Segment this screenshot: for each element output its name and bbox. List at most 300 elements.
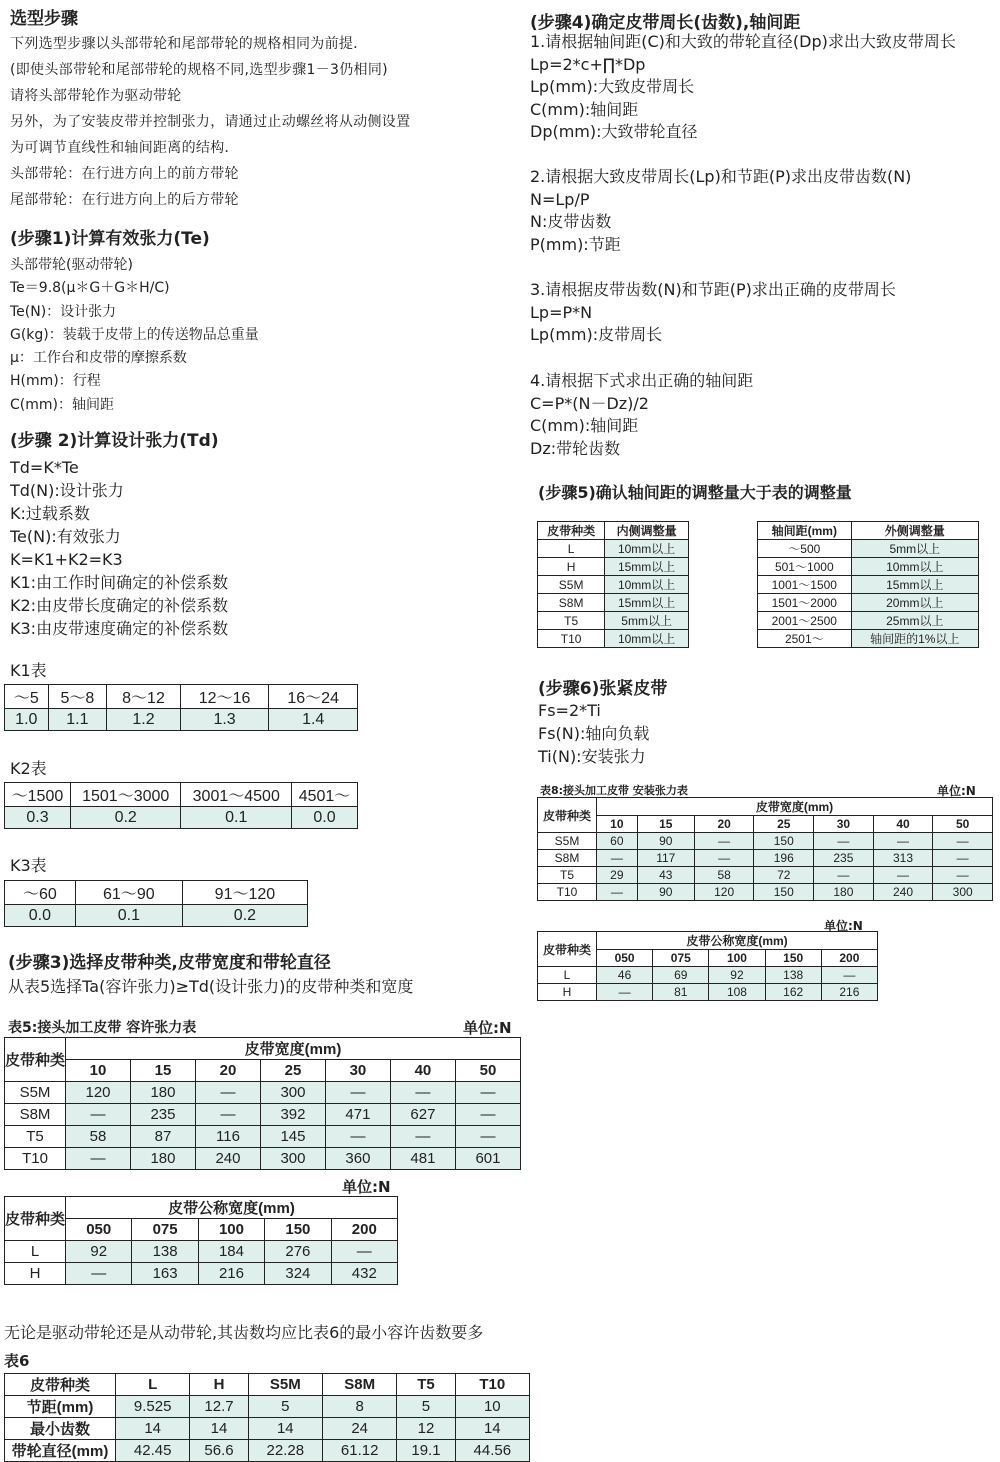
table-cell: ～60 <box>5 881 76 905</box>
table-cell: 56.6 <box>190 1440 248 1462</box>
table-cell: 10 <box>66 1060 131 1082</box>
table-cell: 392 <box>260 1104 325 1126</box>
table-cell: 184 <box>198 1241 264 1263</box>
table-cell: T10 <box>538 884 597 901</box>
table-row <box>538 594 689 612</box>
table-cell: — <box>933 867 993 884</box>
step2-text <box>10 456 228 640</box>
table-cell: 14 <box>248 1418 322 1440</box>
table-cell: 轴间距的1%以上 <box>851 630 978 648</box>
table-cell: S8M <box>538 850 597 867</box>
adjust-inner-table <box>537 521 689 648</box>
table-cell: S8M <box>538 594 605 612</box>
text-line: Dz:带轮齿数 <box>530 438 621 458</box>
table-cell: ～1500 <box>5 783 71 807</box>
table-cell: 25 <box>260 1060 325 1082</box>
table-cell: — <box>821 967 877 984</box>
table-cell: 1.4 <box>269 709 358 731</box>
table-row <box>5 1148 521 1170</box>
table-cell: 150 <box>754 884 814 901</box>
table-cell: — <box>597 884 638 901</box>
table-cell: 带轮直径(mm) <box>5 1440 116 1462</box>
text-line: K:过载系数 <box>10 504 90 523</box>
table5b-unit: 单位:N <box>342 1178 391 1196</box>
table-cell: 46 <box>597 967 653 984</box>
table-cell: — <box>597 850 638 867</box>
table-cell: 91～120 <box>182 881 307 905</box>
table-row <box>538 867 993 884</box>
table-cell: 5mm以上 <box>605 612 689 630</box>
table-row <box>758 612 979 630</box>
table-row <box>5 905 308 927</box>
table-cell: 92 <box>709 967 765 984</box>
table-row <box>538 540 689 558</box>
table-cell: ～5 <box>5 685 49 709</box>
k1-table <box>4 684 358 731</box>
text-line: Lp=P*N <box>530 302 593 322</box>
text-line: Td=K*Te <box>10 458 79 477</box>
table-cell: — <box>694 850 754 867</box>
table-cell: 92 <box>66 1241 132 1263</box>
text-line: μ：工作台和皮带的摩擦系数 <box>10 350 187 367</box>
table-cell: 15mm以上 <box>851 576 978 594</box>
table-cell: 40 <box>873 816 933 833</box>
table-cell: 432 <box>331 1263 397 1285</box>
table-cell: — <box>873 867 933 884</box>
table-cell: 180 <box>131 1082 196 1104</box>
table-header-row <box>5 1038 521 1060</box>
table-cell: 12 <box>397 1418 455 1440</box>
table-cell: T10 <box>5 1148 66 1170</box>
table-cell: 360 <box>325 1148 390 1170</box>
text-line: K2:由皮带长度确定的补偿系数 <box>10 596 229 615</box>
table-cell: — <box>455 1104 520 1126</box>
table-cell: 皮带公称宽度(mm) <box>597 932 878 950</box>
table-cell: 90 <box>637 833 694 850</box>
table-cell: — <box>814 867 874 884</box>
table-cell: 0.1 <box>75 905 182 927</box>
table-cell: 90 <box>637 884 694 901</box>
k1-label: K1表 <box>10 661 47 680</box>
table-cell: 节距(mm) <box>5 1396 116 1418</box>
intro-text <box>10 31 410 213</box>
table-row <box>758 540 979 558</box>
table-cell: 10 <box>455 1396 529 1418</box>
table-row <box>5 1263 398 1285</box>
table-cell: — <box>390 1126 455 1148</box>
table-cell: 324 <box>265 1263 331 1285</box>
table-cell: 14 <box>190 1418 248 1440</box>
table-cell: — <box>195 1104 260 1126</box>
table-cell: 25mm以上 <box>851 612 978 630</box>
table-cell: 0.2 <box>182 905 307 927</box>
table-row <box>758 630 979 648</box>
table-cell: 内侧调整量 <box>605 522 689 540</box>
table-cell: 42.45 <box>116 1440 190 1462</box>
step4-title: (步骤4)确定皮带周长(齿数),轴间距 <box>530 13 801 33</box>
table-cell: T5 <box>538 867 597 884</box>
table-cell: 14 <box>116 1418 190 1440</box>
table-cell: T10 <box>538 630 605 648</box>
table-cell: 162 <box>765 984 821 1001</box>
table-cell: 72 <box>754 867 814 884</box>
table-cell: 300 <box>260 1082 325 1104</box>
adjust-outer-table <box>757 521 979 648</box>
table-cell: — <box>325 1126 390 1148</box>
text-line: N:皮带齿数 <box>530 212 612 231</box>
table-cell: S5M <box>5 1082 66 1104</box>
table-cell: 皮带种类 <box>538 522 605 540</box>
text-line: 为可调节直线性和轴间距离的结构． <box>10 140 239 156</box>
table-cell: 117 <box>637 850 694 867</box>
table5-unit: 单位:N <box>463 1019 512 1037</box>
note-text: 无论是驱动带轮还是从动带轮,其齿数均应比表6的最小容许齿数要多 <box>4 1323 484 1342</box>
table-row <box>538 576 689 594</box>
table-cell: 5mm以上 <box>851 540 978 558</box>
text-line: 3.请根据皮带齿数(N)和节距(P)求出正确的皮带周长 <box>530 280 896 299</box>
text-line: (即使头部带轮和尾部带轮的规格不同,选型步骤1－3仍相同) <box>10 62 388 78</box>
table-cell: 15 <box>131 1060 196 1082</box>
table-cell: 皮带种类 <box>538 932 597 967</box>
table-cell: 0.0 <box>292 807 358 829</box>
text-line: 头部带轮：在行进方向上的前方带轮 <box>10 166 239 182</box>
text-line: C(mm)：轴间距 <box>10 396 114 413</box>
table-cell: 0.3 <box>5 807 71 829</box>
table-cell: 481 <box>390 1148 455 1170</box>
table-cell: 145 <box>260 1126 325 1148</box>
table-cell: 1.2 <box>107 709 181 731</box>
table-cell: — <box>390 1082 455 1104</box>
table-cell: 44.56 <box>455 1440 529 1462</box>
table-cell: 116 <box>195 1126 260 1148</box>
table-cell: 12～16 <box>180 685 269 709</box>
table-cell: 10mm以上 <box>605 630 689 648</box>
k2-label: K2表 <box>10 759 47 778</box>
text-line: C=P*(N－Dz)/2 <box>530 393 649 413</box>
table-cell: L <box>538 540 605 558</box>
table-header-row <box>5 1060 521 1082</box>
table8-title: 表8:接头加工皮带 安装张力表 <box>540 784 688 797</box>
table6-label: 表6 <box>4 1352 30 1370</box>
table-cell: 2001～2500 <box>758 612 852 630</box>
text-line: Lp(mm):大致皮带周长 <box>530 77 695 96</box>
table-cell: — <box>455 1082 520 1104</box>
table-cell: — <box>195 1082 260 1104</box>
table-cell: 58 <box>66 1126 131 1148</box>
table-cell: 120 <box>694 884 754 901</box>
table-row <box>538 884 993 901</box>
table-row <box>538 984 878 1001</box>
table-cell: 8～12 <box>107 685 181 709</box>
page-title: 选型步骤 <box>10 9 78 29</box>
table-cell: 皮带种类 <box>5 1197 66 1241</box>
table-cell: H <box>190 1374 248 1396</box>
k3-table <box>4 880 308 927</box>
table-cell: 16～24 <box>269 685 358 709</box>
text-line: K1:由工作时间确定的补偿系数 <box>10 573 229 592</box>
table-cell: 皮带种类 <box>5 1038 66 1082</box>
text-line: 头部带轮(驱动带轮) <box>10 257 133 273</box>
text-line: 尾部带轮：在行进方向上的后方带轮 <box>10 192 239 208</box>
table-cell: 200 <box>821 950 877 967</box>
table-cell: 19.1 <box>397 1440 455 1462</box>
text-line: Te＝9.8(μ＊G＋G＊H/C) <box>10 280 170 297</box>
table-cell: 最小齿数 <box>5 1418 116 1440</box>
table-cell: S8M <box>5 1104 66 1126</box>
table-cell: S8M <box>322 1374 396 1396</box>
table-cell: — <box>66 1104 131 1126</box>
table-cell: 30 <box>814 816 874 833</box>
step5-title: (步骤5)确认轴间距的调整量大于表的调整量 <box>538 483 852 502</box>
table-cell: 20 <box>195 1060 260 1082</box>
table-cell: — <box>933 833 993 850</box>
table-cell: 87 <box>131 1126 196 1148</box>
table-cell: — <box>933 850 993 867</box>
table-cell: 69 <box>653 967 709 984</box>
table-cell: 50 <box>933 816 993 833</box>
step4-b <box>530 166 911 256</box>
table-row <box>538 612 689 630</box>
table-cell: ～500 <box>758 540 852 558</box>
table-cell: 43 <box>637 867 694 884</box>
table-cell: 10mm以上 <box>605 540 689 558</box>
table-cell: 15mm以上 <box>605 594 689 612</box>
table-cell: 150 <box>765 950 821 967</box>
table-cell: 0.0 <box>5 905 76 927</box>
table-cell: 1501～2000 <box>758 594 852 612</box>
table-row <box>758 594 979 612</box>
table-cell: 627 <box>390 1104 455 1126</box>
table-cell: 10mm以上 <box>851 558 978 576</box>
table-cell: — <box>455 1126 520 1148</box>
text-line: K3:由皮带速度确定的补偿系数 <box>10 619 229 638</box>
table-cell: 12.7 <box>190 1396 248 1418</box>
table-cell: H <box>538 984 597 1001</box>
table-header-row <box>5 1197 398 1219</box>
table-cell: 150 <box>265 1219 331 1241</box>
text-line: C(mm):轴间距 <box>530 416 639 435</box>
table-cell: 1.3 <box>180 709 269 731</box>
table-cell: H <box>5 1263 66 1285</box>
table-cell: 216 <box>821 984 877 1001</box>
text-line: 另外，为了安装皮带并控制张力，请通过止动螺丝将从动侧设置 <box>10 114 411 130</box>
text-line: Dp(mm):大致带轮直径 <box>530 122 698 141</box>
table-cell: 24 <box>322 1418 396 1440</box>
table-cell: 61～90 <box>75 881 182 905</box>
table-cell: 138 <box>765 967 821 984</box>
table-cell: 240 <box>195 1148 260 1170</box>
text-line: Te(N):有效张力 <box>10 527 121 546</box>
table-cell: 8 <box>322 1396 396 1418</box>
text-line: H(mm)：行程 <box>10 373 101 390</box>
step4-d <box>530 370 753 460</box>
table-cell: T5 <box>397 1374 455 1396</box>
table-cell: 050 <box>597 950 653 967</box>
table-row <box>538 833 993 850</box>
table8b-unit: 单位:N <box>824 919 863 933</box>
table-header-row <box>5 881 308 905</box>
text-line: 下列选型步骤以头部带轮和尾部带轮的规格相同为前提． <box>10 36 368 52</box>
table-cell: 25 <box>754 816 814 833</box>
step1-text <box>10 254 259 417</box>
table-cell: 10 <box>597 816 638 833</box>
table8b <box>537 931 878 1001</box>
table-row <box>5 1082 521 1104</box>
table-cell: L <box>5 1241 66 1263</box>
table5b <box>4 1196 398 1285</box>
table-header-row <box>758 522 979 540</box>
table-cell: 5～8 <box>48 685 107 709</box>
table-cell: — <box>325 1082 390 1104</box>
step3-title: (步骤3)选择皮带种类,皮带宽度和带轮直径 <box>8 953 331 973</box>
table-cell: 81 <box>653 984 709 1001</box>
table-cell: 471 <box>325 1104 390 1126</box>
text-line: C(mm):轴间距 <box>530 99 639 119</box>
table-cell: 150 <box>754 833 814 850</box>
table-cell: 180 <box>131 1148 196 1170</box>
table-cell: 10mm以上 <box>605 576 689 594</box>
table-row <box>5 1440 530 1462</box>
table-cell: 216 <box>198 1263 264 1285</box>
table-cell: 50 <box>455 1060 520 1082</box>
table-cell: 1.0 <box>5 709 49 731</box>
text-line: Fs=2*Ti <box>538 701 601 720</box>
table-cell: 100 <box>709 950 765 967</box>
table-cell: 180 <box>814 884 874 901</box>
text-line: Te(N)：设计张力 <box>10 303 117 320</box>
table-cell: 601 <box>455 1148 520 1170</box>
text-line: 请将头部带轮作为驱动带轮 <box>10 88 182 104</box>
table-row <box>5 1396 530 1418</box>
table-cell: S5M <box>248 1374 322 1396</box>
table-cell: 0.2 <box>70 807 181 829</box>
table-row <box>5 1104 521 1126</box>
step2-title: (步骤 2)计算设计张力(Td) <box>10 431 219 451</box>
table-cell: 2501～ <box>758 630 852 648</box>
table-cell: 108 <box>709 984 765 1001</box>
table-cell: T5 <box>538 612 605 630</box>
table-cell: S5M <box>538 576 605 594</box>
table-cell: 30 <box>325 1060 390 1082</box>
step4-c <box>530 279 896 347</box>
table-cell: 皮带种类 <box>538 798 597 833</box>
table-cell: 196 <box>754 850 814 867</box>
table-cell: 22.28 <box>248 1440 322 1462</box>
table-cell: 240 <box>873 884 933 901</box>
text-line: P(mm):节距 <box>530 234 621 254</box>
table-row <box>5 807 358 829</box>
text-line: G(kg)：装载于皮带上的传送物品总重量 <box>10 326 259 343</box>
text-line: Lp(mm):皮带周长 <box>530 325 663 344</box>
text-line: Td(N):设计张力 <box>10 481 124 500</box>
table-cell: 3001～4500 <box>181 783 292 807</box>
step6-text <box>538 699 649 768</box>
text-line: N=Lp/P <box>530 189 590 209</box>
table8-unit: 单位:N <box>937 784 976 798</box>
table-cell: — <box>814 833 874 850</box>
table-cell: 轴间距(mm) <box>758 522 852 540</box>
step6-title: (步骤6)张紧皮带 <box>538 679 668 699</box>
table-cell: 9.525 <box>116 1396 190 1418</box>
text-line: Lp=2*c+∏*Dp <box>530 54 646 74</box>
table-cell: 300 <box>933 884 993 901</box>
table-cell: 40 <box>390 1060 455 1082</box>
table-cell: 501～1000 <box>758 558 852 576</box>
table-cell: L <box>116 1374 190 1396</box>
table6 <box>4 1373 530 1462</box>
table-header-row <box>538 932 878 950</box>
table-cell: 276 <box>265 1241 331 1263</box>
table-cell: 4501～ <box>292 783 358 807</box>
table-cell: 皮带种类 <box>5 1374 116 1396</box>
table-cell: — <box>873 833 933 850</box>
step1-title: (步骤1)计算有效张力(Te) <box>10 229 210 249</box>
table-cell: 20 <box>694 816 754 833</box>
table-cell: 050 <box>66 1219 132 1241</box>
table-cell: 120 <box>66 1082 131 1104</box>
table-cell: 外侧调整量 <box>851 522 978 540</box>
table-header-row <box>5 1374 530 1396</box>
table-header-row <box>5 685 358 709</box>
table-cell: 15 <box>637 816 694 833</box>
table-row <box>538 967 878 984</box>
table-cell: — <box>597 984 653 1001</box>
table-cell: 29 <box>597 867 638 884</box>
table-cell: 皮带宽度(mm) <box>597 798 993 816</box>
text-line: Fs(N):轴向负载 <box>538 724 650 743</box>
table-cell: — <box>66 1263 132 1285</box>
table-row <box>758 576 979 594</box>
table-row <box>538 630 689 648</box>
k2-table <box>4 782 358 829</box>
text-line: 1.请根据轴间距(C)和大致的带轮直径(Dp)求出大致皮带周长 <box>530 32 956 51</box>
table-row <box>5 1126 521 1148</box>
table-cell: 138 <box>132 1241 198 1263</box>
table-row <box>538 558 689 576</box>
table-cell: 075 <box>653 950 709 967</box>
table-header-row <box>538 816 993 833</box>
table-row <box>5 1418 530 1440</box>
step3-text: 从表5选择Ta(容许张力)≥Td(设计张力)的皮带种类和宽度 <box>8 977 414 996</box>
table-cell: 5 <box>397 1396 455 1418</box>
table-cell: 235 <box>131 1104 196 1126</box>
table-cell: 5 <box>248 1396 322 1418</box>
table-row <box>5 709 358 731</box>
table-cell: T5 <box>5 1126 66 1148</box>
table-cell: 100 <box>198 1219 264 1241</box>
table-cell: 235 <box>814 850 874 867</box>
table-cell: 61.12 <box>322 1440 396 1462</box>
table-cell: 0.1 <box>181 807 292 829</box>
table5 <box>4 1037 521 1170</box>
table-cell: 313 <box>873 850 933 867</box>
text-line: 2.请根据大致皮带周长(Lp)和节距(P)求出皮带齿数(N) <box>530 167 912 186</box>
table-cell: 58 <box>694 867 754 884</box>
table-cell: T10 <box>455 1374 529 1396</box>
table-cell: — <box>331 1241 397 1263</box>
table-cell: L <box>538 967 597 984</box>
table-cell: 20mm以上 <box>851 594 978 612</box>
table-cell: 163 <box>132 1263 198 1285</box>
table-row <box>538 850 993 867</box>
table-cell: 皮带宽度(mm) <box>66 1038 521 1060</box>
table-cell: 1001～1500 <box>758 576 852 594</box>
table-cell: S5M <box>538 833 597 850</box>
k3-label: K3表 <box>10 856 47 875</box>
table-cell: 1.1 <box>48 709 107 731</box>
text-line: Ti(N):安装张力 <box>538 747 646 766</box>
table-header-row <box>5 783 358 807</box>
